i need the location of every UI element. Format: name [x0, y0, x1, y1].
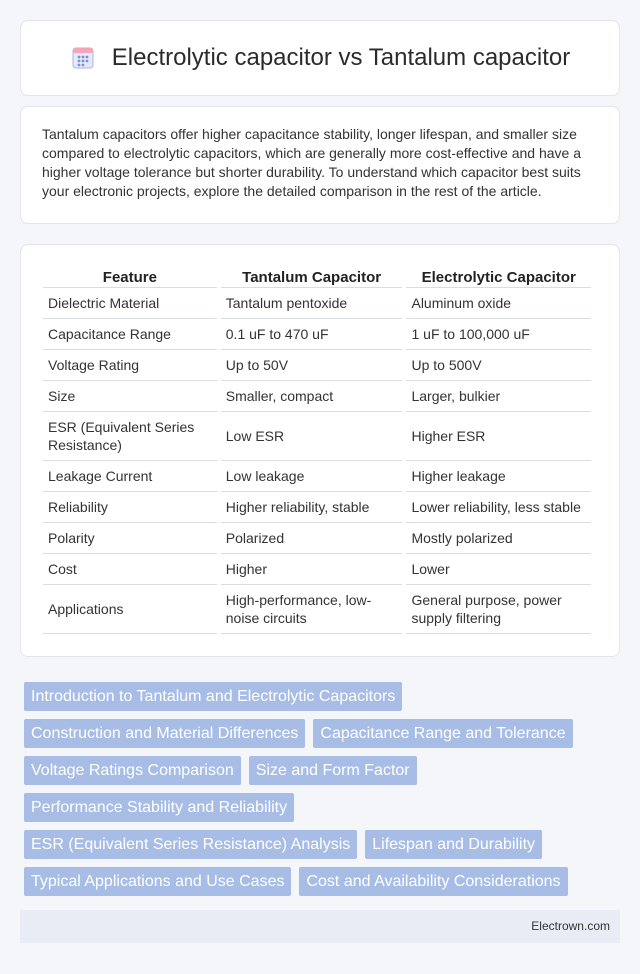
- table-cell: Smaller, compact: [221, 381, 403, 412]
- table-cell: Capacitance Range: [43, 319, 217, 350]
- topic-tag[interactable]: Cost and Availability Considerations: [299, 867, 567, 896]
- table-cell: 1 uF to 100,000 uF: [406, 319, 591, 350]
- header-tantalum: Tantalum Capacitor: [221, 266, 403, 288]
- document-icon: [70, 45, 96, 71]
- table-cell: Larger, bulkier: [406, 381, 591, 412]
- table-cell: Higher: [221, 554, 403, 585]
- table-cell: Tantalum pentoxide: [221, 288, 403, 319]
- table-cell: Cost: [43, 554, 217, 585]
- table-cell: 0.1 uF to 470 uF: [221, 319, 403, 350]
- footer: [20, 910, 620, 943]
- topic-tag[interactable]: Introduction to Tantalum and Electrolytic Capacitors: [24, 682, 402, 711]
- table-header-row: [43, 266, 591, 288]
- topic-tag[interactable]: ESR (Equivalent Series Resistance) Analysis: [24, 830, 357, 859]
- comparison-table-card: [20, 244, 620, 657]
- table-cell: Applications: [43, 585, 217, 634]
- comparison-table: [39, 266, 595, 634]
- page-title: Electrolytic capacitor vs Tantalum capacitor: [111, 44, 571, 71]
- topic-tag[interactable]: Construction and Material Differences: [24, 719, 305, 748]
- table-row: [43, 381, 591, 412]
- table-cell: Reliability: [43, 492, 217, 523]
- header-electrolytic: Electrolytic Capacitor: [406, 266, 591, 288]
- table-cell: Low ESR: [221, 412, 403, 461]
- topic-tag[interactable]: Capacitance Range and Tolerance: [313, 719, 572, 748]
- table-cell: Mostly polarized: [406, 523, 591, 554]
- table-row: [43, 319, 591, 350]
- footer-site[interactable]: Electrown.com: [531, 919, 610, 933]
- topic-tag[interactable]: Size and Form Factor: [249, 756, 417, 785]
- topic-tag[interactable]: Performance Stability and Reliability: [24, 793, 294, 822]
- table-row: [43, 554, 591, 585]
- table-cell: Higher reliability, stable: [221, 492, 403, 523]
- topic-tag[interactable]: Lifespan and Durability: [365, 830, 542, 859]
- table-row: [43, 461, 591, 492]
- table-cell: Low leakage: [221, 461, 403, 492]
- table-cell: Lower: [406, 554, 591, 585]
- table-row: [43, 523, 591, 554]
- table-cell: Voltage Rating: [43, 350, 217, 381]
- table-cell: Higher leakage: [406, 461, 591, 492]
- topic-tags: [24, 682, 604, 904]
- table-cell: Size: [43, 381, 217, 412]
- table-cell: Polarized: [221, 523, 403, 554]
- table-row: [43, 412, 591, 461]
- intro-card: [20, 106, 620, 224]
- table-cell: ESR (Equivalent Series Resistance): [43, 412, 217, 461]
- table-cell: Higher ESR: [406, 412, 591, 461]
- title-card: [20, 20, 620, 96]
- table-cell: Lower reliability, less stable: [406, 492, 591, 523]
- table-row: [43, 350, 591, 381]
- table-cell: Polarity: [43, 523, 217, 554]
- table-cell: Up to 500V: [406, 350, 591, 381]
- table-cell: Up to 50V: [221, 350, 403, 381]
- topic-tag[interactable]: Voltage Ratings Comparison: [24, 756, 241, 785]
- table-row: [43, 585, 591, 634]
- table-cell: High-performance, low-noise circuits: [221, 585, 403, 634]
- table-cell: Dielectric Material: [43, 288, 217, 319]
- table-row: [43, 492, 591, 523]
- table-row: [43, 288, 591, 319]
- topic-tag[interactable]: Typical Applications and Use Cases: [24, 867, 291, 896]
- header-feature: Feature: [43, 266, 217, 288]
- table-cell: General purpose, power supply filtering: [406, 585, 591, 634]
- intro-text: Tantalum capacitors offer higher capacitance stability, longer lifespan, and smaller size compared to electrolytic capacitors, which are generally more cost-effective and have a higher voltage tolerance but shorter durability. To understand which capacitor best suits your electronic projects, explore the detailed comparison in the rest of the article.: [42, 126, 582, 199]
- table-cell: Leakage Current: [43, 461, 217, 492]
- table-cell: Aluminum oxide: [406, 288, 591, 319]
